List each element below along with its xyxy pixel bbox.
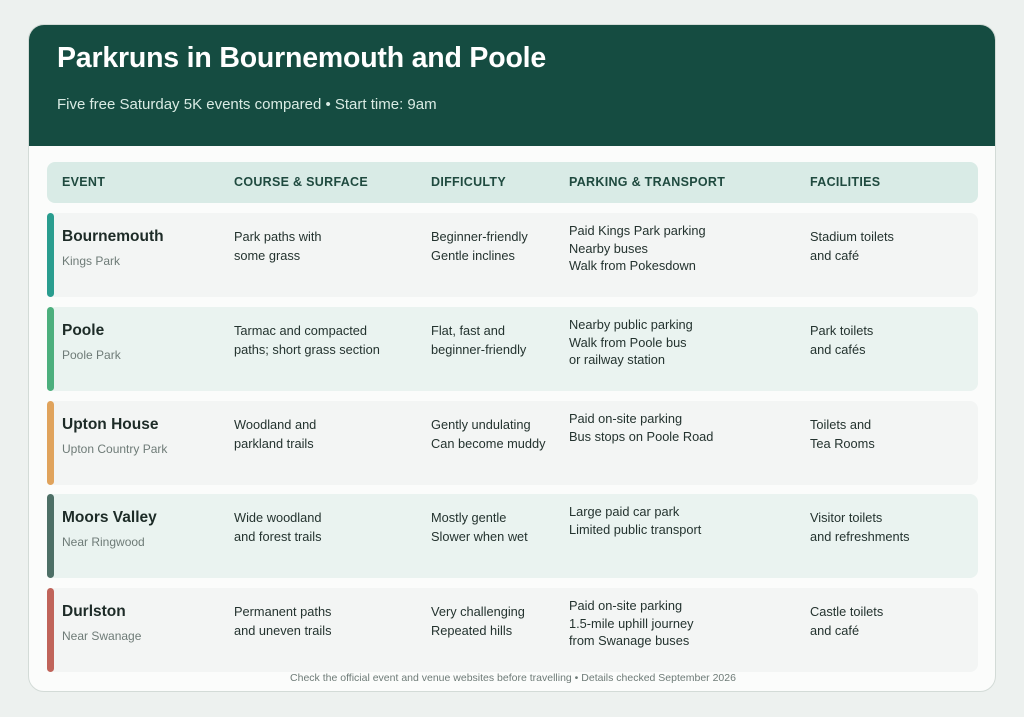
course-cell-line: Woodland and	[234, 417, 317, 432]
parking-cell-line: Bus stops on Poole Road	[569, 428, 714, 444]
column-header-difficulty: DIFFICULTY	[431, 175, 506, 189]
parking-cell-line: Walk from Poole bus	[569, 334, 687, 350]
column-header-facilities: FACILITIES	[810, 175, 881, 189]
parking-cell	[569, 222, 706, 275]
page-title: Parkruns in Bournemouth and Poole	[57, 42, 547, 74]
parking-cell-line: Large paid car park	[569, 504, 680, 519]
column-header-parking: PARKING & TRANSPORT	[569, 175, 726, 189]
event-location: Kings Park	[62, 254, 121, 268]
facilities-cell-line: Toilets and	[810, 417, 872, 432]
column-header-event: EVENT	[62, 175, 106, 189]
parking-cell	[569, 597, 693, 650]
event-name: Poole	[62, 322, 105, 339]
column-header-course: COURSE & SURFACE	[234, 175, 368, 189]
parking-cell-line: or railway station	[569, 352, 666, 368]
table-row	[47, 494, 978, 578]
facilities-cell	[810, 227, 894, 265]
parking-cell	[569, 316, 693, 369]
course-cell-line: Permanent paths	[234, 604, 332, 619]
difficulty-cell-line: Gently undulating	[431, 417, 531, 432]
course-cell-line: Wide woodland	[234, 510, 322, 525]
event-name: Upton House	[62, 416, 159, 433]
row-accent-bar	[47, 401, 54, 485]
parkrun-comparison-card	[28, 24, 996, 692]
facilities-cell-line: and café	[810, 248, 860, 263]
difficulty-cell	[431, 227, 528, 265]
course-cell-line: parkland trails	[234, 436, 314, 451]
table-row	[47, 307, 978, 391]
facilities-cell	[810, 415, 875, 453]
difficulty-cell-line: Mostly gentle	[431, 510, 507, 525]
event-name: Bournemouth	[62, 228, 164, 245]
parking-cell-line: from Swanage buses	[569, 633, 690, 649]
parking-cell-line: Paid Kings Park parking	[569, 223, 706, 238]
parking-cell	[569, 410, 713, 445]
event-location: Upton Country Park	[62, 442, 168, 456]
facilities-cell-line: Castle toilets	[810, 604, 884, 619]
facilities-cell-line: and café	[810, 623, 860, 638]
difficulty-cell-line: Very challenging	[431, 604, 525, 619]
table-row	[47, 401, 978, 485]
facilities-cell-line: and refreshments	[810, 529, 910, 544]
parking-cell-line: Limited public transport	[569, 521, 702, 537]
row-accent-bar	[47, 588, 54, 672]
difficulty-cell	[431, 321, 526, 359]
event-location: Near Ringwood	[62, 535, 145, 549]
row-accent-bar	[47, 307, 54, 391]
parking-cell-line: 1.5-mile uphill journey	[569, 615, 694, 631]
course-cell-line: Park paths with	[234, 229, 322, 244]
table-header	[47, 162, 978, 203]
course-cell-line: Tarmac and compacted	[234, 323, 368, 338]
event-name: Durlston	[62, 603, 126, 620]
table-row	[47, 213, 978, 297]
parking-cell-line: Walk from Pokesdown	[569, 258, 696, 274]
course-cell	[234, 602, 331, 640]
course-cell-line: and forest trails	[234, 529, 322, 544]
course-cell-line: and uneven trails	[234, 623, 332, 638]
page-subtitle: Five free Saturday 5K events compared • Start time: 9am	[57, 96, 437, 113]
facilities-cell	[810, 508, 910, 546]
footer-note: Check the official event and venue websites before travelling • Details checked September 2026	[290, 672, 736, 684]
event-location: Near Swanage	[62, 629, 142, 643]
difficulty-cell	[431, 415, 546, 453]
difficulty-cell-line: Beginner-friendly	[431, 229, 528, 244]
course-cell	[234, 227, 322, 265]
difficulty-cell	[431, 508, 528, 546]
parking-cell-line: Paid on-site parking	[569, 598, 683, 613]
facilities-cell-line: Stadium toilets	[810, 229, 894, 244]
course-cell	[234, 508, 322, 546]
difficulty-cell	[431, 602, 525, 640]
facilities-cell	[810, 602, 883, 640]
facilities-cell-line: Park toilets	[810, 323, 874, 338]
course-cell	[234, 321, 380, 359]
header-banner	[29, 25, 995, 146]
facilities-cell-line: and cafés	[810, 342, 866, 357]
table-row	[47, 588, 978, 672]
event-location: Poole Park	[62, 348, 121, 362]
facilities-cell-line: Visitor toilets	[810, 510, 883, 525]
course-cell	[234, 415, 316, 453]
parking-cell-line: Paid on-site parking	[569, 411, 683, 426]
parking-cell-line: Nearby public parking	[569, 317, 693, 332]
facilities-cell-line: Tea Rooms	[810, 436, 875, 451]
row-accent-bar	[47, 213, 54, 297]
course-cell-line: paths; short grass section	[234, 342, 380, 357]
difficulty-cell-line: Repeated hills	[431, 623, 513, 638]
row-accent-bar	[47, 494, 54, 578]
difficulty-cell-line: Flat, fast and	[431, 323, 505, 338]
course-cell-line: some grass	[234, 248, 301, 263]
event-name: Moors Valley	[62, 509, 157, 526]
difficulty-cell-line: Can become muddy	[431, 436, 546, 451]
difficulty-cell-line: Gentle inclines	[431, 248, 515, 263]
facilities-cell	[810, 321, 873, 359]
parking-cell	[569, 503, 701, 538]
parking-cell-line: Nearby buses	[569, 240, 648, 256]
difficulty-cell-line: Slower when wet	[431, 529, 528, 544]
difficulty-cell-line: beginner-friendly	[431, 342, 527, 357]
